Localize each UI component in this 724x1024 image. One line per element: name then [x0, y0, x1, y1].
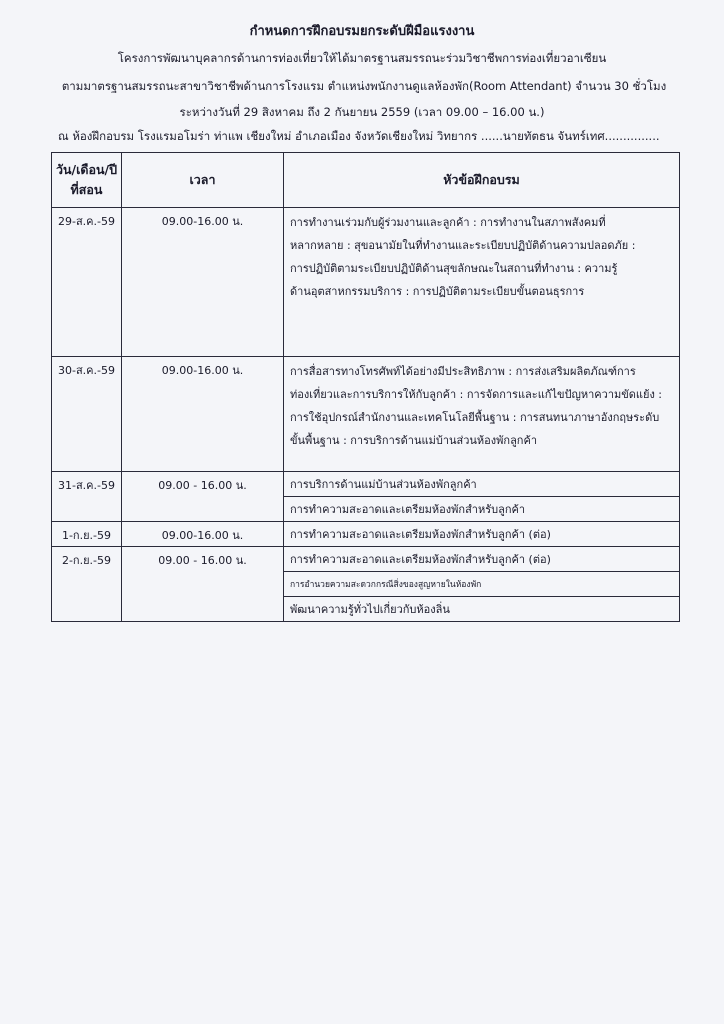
row-topic: การทำความสะอาดและเตรียมห้องพักสำหรับลูกค้า (ต่อ) — [284, 522, 680, 547]
row-topic — [284, 357, 680, 472]
topic-line: การปฏิบัติตามระเบียบปฏิบัติด้านสุขลักษณะในสถานที่ทำงาน : ความรู้ — [290, 262, 618, 275]
venue-trainer-line: ณ ห้องฝึกอบรม โรงแรมอโมร่า ท่าแพ เชียงใหม่ อำเภอเมือง จังหวัดเชียงใหม่ วิทยากร ......นายทัตธน จันทร์เทศ............... — [58, 129, 660, 143]
topic-line: ขั้นพื้นฐาน : การบริการด้านแม่บ้านส่วนห้องพักลูกค้า — [290, 434, 538, 447]
row-topic: การทำความสะอาดและเตรียมห้องพักสำหรับลูกค้า (ต่อ) — [284, 547, 680, 572]
standard-line: ตามมาตรฐานสมรรถนะสาขาวิชาชีพด้านการโรงแรม ตำแหน่งพนักงานดูแลห้องพัก(Room Attendant) จำนวน 30 ชั่วโมง — [61, 79, 667, 93]
topic-line: ท่องเที่ยวและการบริการให้กับลูกค้า : การจัดการและแก้ไขปัญหาความขัดแย้ง : — [290, 388, 663, 401]
topic-line: ด้านอุตสาหกรรมบริการ : การปฏิบัติตามระเบียบขั้นตอนธุรการ — [290, 285, 585, 298]
row-time: 09.00 - 16.00 น. — [122, 472, 284, 522]
header-time: เวลา — [122, 153, 284, 208]
row-date: 31-ส.ค.-59 — [52, 472, 122, 522]
row-date: 30-ส.ค.-59 — [52, 357, 122, 472]
topic-line: หลากหลาย : สุขอนามัยในที่ทำงานและระเบียบปฏิบัติด้านความปลอดภัย : — [290, 239, 636, 252]
header-topic: หัวข้อฝึกอบรม — [284, 153, 680, 208]
row-time: 09.00-16.00 น. — [122, 522, 284, 547]
date-range-line: ระหว่างวันที่ 29 สิงหาคม ถึง 2 กันยายน 2559 (เวลา 09.00 – 16.00 น.) — [179, 105, 545, 119]
table-row — [52, 547, 680, 572]
row-topic — [284, 208, 680, 357]
header-date-line1: วัน/เดือน/ปี — [55, 162, 118, 177]
table-row — [52, 357, 680, 472]
row-date: 1-ก.ย.-59 — [52, 522, 122, 547]
header-date-line2: ที่สอน — [70, 182, 103, 197]
topic-line: การสื่อสารทางโทรศัพท์ได้อย่างมีประสิทธิภาพ : การส่งเสริมผลิตภัณฑ์การ — [290, 365, 636, 378]
row-time: 09.00 - 16.00 น. — [122, 547, 284, 622]
project-line: โครงการพัฒนาบุคลากรด้านการท่องเที่ยวให้ได้มาตรฐานสมรรถนะร่วมวิชาชีพการท่องเที่ยวอาเซียน — [117, 51, 607, 65]
table-row — [52, 522, 680, 547]
document-title: กำหนดการฝึกอบรมยกระดับฝีมือแรงงาน — [249, 24, 475, 39]
row-topic: การบริการด้านแม่บ้านส่วนห้องพักลูกค้า — [284, 472, 680, 497]
row-time: 09.00-16.00 น. — [122, 208, 284, 357]
topic-line: การใช้อุปกรณ์สำนักงานและเทคโนโลยีพื้นฐาน : การสนทนาภาษาอังกฤษระดับ — [290, 411, 660, 424]
row-time: 09.00-16.00 น. — [122, 357, 284, 472]
row-topic: การอำนวยความสะดวกกรณีสิ่งของสูญหายในห้องพัก — [284, 572, 680, 597]
schedule-table — [51, 152, 680, 622]
row-date: 2-ก.ย.-59 — [52, 547, 122, 622]
table-header-row — [52, 153, 680, 208]
header-date — [52, 153, 122, 208]
row-topic: พัฒนาความรู้ทั่วไปเกี่ยวกับห้องลิ่น — [284, 597, 680, 622]
table-row — [52, 472, 680, 497]
row-topic: การทำความสะอาดและเตรียมห้องพักสำหรับลูกค้า — [284, 497, 680, 522]
topic-line: การทำงานเร่วมกับผู้ร่วมงานและลูกค้า : การทำงานในสภาพสังคมที่ — [290, 216, 606, 229]
table-row — [52, 208, 680, 357]
row-date: 29-ส.ค.-59 — [52, 208, 122, 357]
